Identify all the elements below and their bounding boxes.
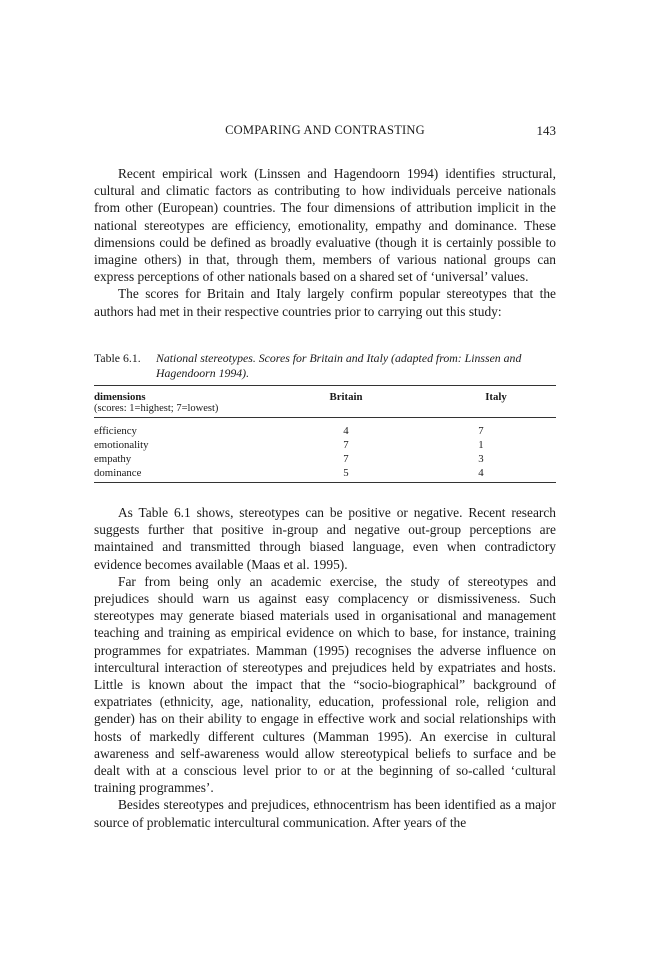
running-title: COMPARING AND CONTRASTING	[225, 123, 425, 137]
dimension-cell: dominance	[94, 466, 286, 483]
caption-text: National stereotypes. Scores for Britain and Italy (adapted from: Linssen and Hagendoorn 1994).	[156, 351, 522, 380]
italy-cell: 7	[478, 425, 484, 437]
britain-cell: 7	[343, 439, 349, 451]
paragraph: Far from being only an academic exercise, the study of stereotypes and prejudices should warn us against easy complacency or dismissiveness. Such stereotypes may generate biased materials used in organisational and management teaching and training as empirical evidence on which to base, for instance, training programmes for expatriates. Mamman (1995) recognises the adverse influence on intercultural interaction of stereotypes and prejudices held by expatriates and hosts. Little is known about the impact that the “socio-biographical” background of expatriates (ethnicity, age, nationality, education, professional role, religion and gender) has on their ability to engage in effective work and social relationships with hosts of markedly different cultures (Mamman 1995). An exercise in cultural awareness and self-awareness would allow stereotypical beliefs to surface and be dealt with at a conscious level prior to or at the beginning of so-called ‘cultural training programmes’.	[94, 573, 556, 796]
header-italy: Italy	[406, 386, 556, 404]
italy-cell: 4	[406, 466, 556, 483]
table-header-row	[94, 386, 556, 404]
page-number: 143	[536, 123, 556, 138]
paragraph: Besides stereotypes and prejudices, ethnocentrism has been identified as a major source of problematic intercultural communication. After years of the	[94, 797, 556, 830]
britain-cell: 5	[286, 466, 406, 483]
header-britain: Britain	[286, 386, 406, 404]
italy-cell: 1	[478, 439, 484, 451]
table-row	[94, 466, 556, 483]
table-subheader-row	[94, 403, 556, 418]
italy-cell: 3	[478, 453, 484, 465]
dimension-cell: emotionality	[94, 439, 149, 451]
score-legend: (scores: 1=highest; 7=lowest)	[94, 403, 286, 418]
table-figure	[94, 351, 556, 483]
header-dimensions: dimensions	[94, 386, 286, 404]
table-row	[94, 452, 556, 466]
text-block-top	[94, 165, 556, 320]
paragraph: The scores for Britain and Italy largely confirm popular stereotypes that the authors had met in their respective countries prior to carrying out this study:	[94, 286, 556, 319]
paragraph: As Table 6.1 shows, stereotypes can be positive or negative. Recent research suggests further that positive in-group and negative out-group perceptions are maintained and transmitted through biased language, even when contradictory evidence becomes available (Maas et al. 1995).	[94, 505, 556, 572]
britain-cell: 7	[343, 453, 349, 465]
table-row	[94, 438, 556, 452]
dimension-cell: empathy	[94, 453, 132, 465]
paragraph: Recent empirical work (Linssen and Hagendoorn 1994) identifies structural, cultural and climatic factors as contributing to how individuals perceive nationals from other (European) countries. The four dimensions of attribution implicit in the national stereotypes are efficiency, emotionality, empathy and dominance. These dimensions could be defined as broadly evaluative (though it is certainly possible to imagine others) in that, through them, members of various national groups can express perceptions of other nationals based on a shared set of ‘universal’ values.	[94, 166, 556, 285]
dimension-cell: efficiency	[94, 425, 137, 437]
stereotype-table	[94, 385, 556, 483]
caption-label: Table 6.1.	[94, 351, 141, 365]
table-row	[94, 418, 556, 439]
table-caption	[94, 351, 556, 381]
britain-cell: 4	[343, 425, 349, 437]
text-block-bottom	[94, 504, 556, 831]
running-header	[94, 123, 556, 141]
